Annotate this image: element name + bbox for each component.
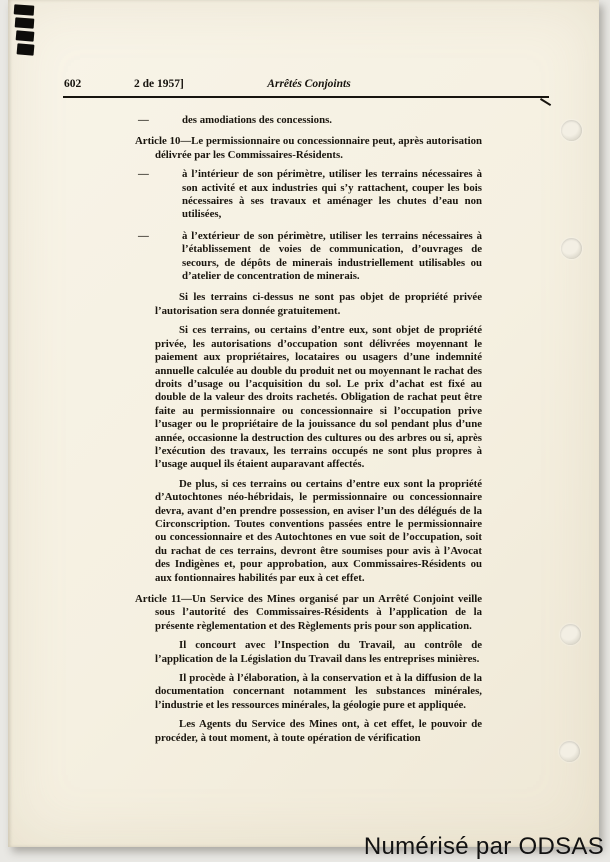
body-paragraph: Il procède à l’élaboration, à la conservation et à la diffusion de la documentation concernant notamment les substances minérales, l’industrie et les ressources minérales, la géologie pure et appliquée.: [155, 672, 482, 711]
date-reference: 2 de 1957]: [134, 78, 184, 90]
document-body: [135, 114, 482, 751]
document-page: [8, 0, 599, 847]
binding-mark: [17, 43, 35, 55]
list-item: [138, 114, 482, 127]
paragraph-text: à l’extérieur de son périmètre, utiliser les terrains nécessaires à l’établissement de voies de communication, d’ouvrages de secours, de dépôts de minerais industriellement utilisables ou d’atelier de concentration de minerais.: [182, 229, 482, 283]
body-paragraph: Les Agents du Service des Mines ont, à cet effet, le pouvoir de procéder, à tout moment, à toute opération de vérification: [155, 718, 482, 744]
dash-bullet: —: [138, 229, 149, 242]
punch-hole: [560, 624, 581, 645]
header-rule: [63, 96, 549, 98]
body-paragraph: Il concourt avec l’Inspection du Travail, au contrôle de l’application de la Législation du Travail dans les entreprises minières.: [155, 639, 482, 665]
punch-hole: [559, 741, 580, 762]
punch-hole: [561, 238, 582, 259]
binding-mark: [16, 30, 35, 42]
body-paragraph: Si les terrains ci-dessus ne sont pas objet de propriété privée l’autorisation sera donnée gratuitement.: [155, 291, 482, 317]
paragraph-text: à l’intérieur de son périmètre, utiliser les terrains nécessaires à son activité et aux industries qui s’y rattachent, couper les bois nécessaires à ses travaux et aménager les chutes d’eau non utilisées,: [182, 168, 482, 221]
body-paragraph: Si ces terrains, ou certains d’entre eux, sont objet de propriété privée, les autorisations d’occupation sont délivrées moyennant le paiement aux propriétaires, locataires ou usagers d’une indemnité annuelle calculée au double du produit net ou moyennant le rachat des droits d’usage ou l’acquisition du sol. Le prix d’achat est fixé au double de la valeur des droits rachetés. Obligation de rachat peut être faite au permissionnaire ou concessionnaire si l’occupation prive l’usager ou le propriétaire de la jouissance du sol pendant plus d’une année, occasionne la destruction des cultures ou des arbres ou si, après l’exécution des travaux, les terrains occupés ne sont plus propres à l’usage auquel ils étaient auparavant affectés.: [155, 324, 482, 471]
list-item: [138, 168, 482, 222]
page-number: 602: [64, 78, 82, 90]
article-11-paragraph: Article 11—Un Service des Mines organisé par un Arrêté Conjoint veille sous l’autorité des Commissaires-Résidents à l’application de la présente règlementation et des Règlements pris pour son application.: [135, 593, 482, 632]
rule-tick-mark: [540, 98, 551, 106]
binding-mark: [15, 17, 35, 28]
binding-mark: [14, 4, 35, 15]
dash-bullet: —: [138, 168, 149, 181]
running-title: Arrêtés Conjoints: [267, 78, 351, 90]
article-10-paragraph: Article 10—Le permissionnaire ou concessionnaire peut, après autorisation délivrée par les Commissaires-Résidents.: [135, 135, 482, 161]
digitization-watermark: Numérisé par ODSAS: [363, 833, 604, 860]
dash-bullet: —: [138, 114, 149, 126]
punch-hole: [561, 120, 582, 141]
list-item: [138, 229, 482, 284]
paragraph-text: des amodiations des concessions.: [182, 114, 332, 126]
body-paragraph: De plus, si ces terrains ou certains d’entre eux sont la propriété d’Autochtones néo-hébridais, le permissionnaire ou concessionnaire devra, avant d’en prendre possession, en aviser l’un des délégués de la Circonscription. Toutes conventions passées entre le permissionnaire ou concessionnaire et des Autochtones en vue soit de l’occupation, soit du rachat de ces terrains, devront être soumises pour avis à l’Avocat des Indigènes et, pour approbation, aux Commissaires-Résidents ou aux fontionnaires habilités par eux à cet effet.: [155, 477, 482, 584]
